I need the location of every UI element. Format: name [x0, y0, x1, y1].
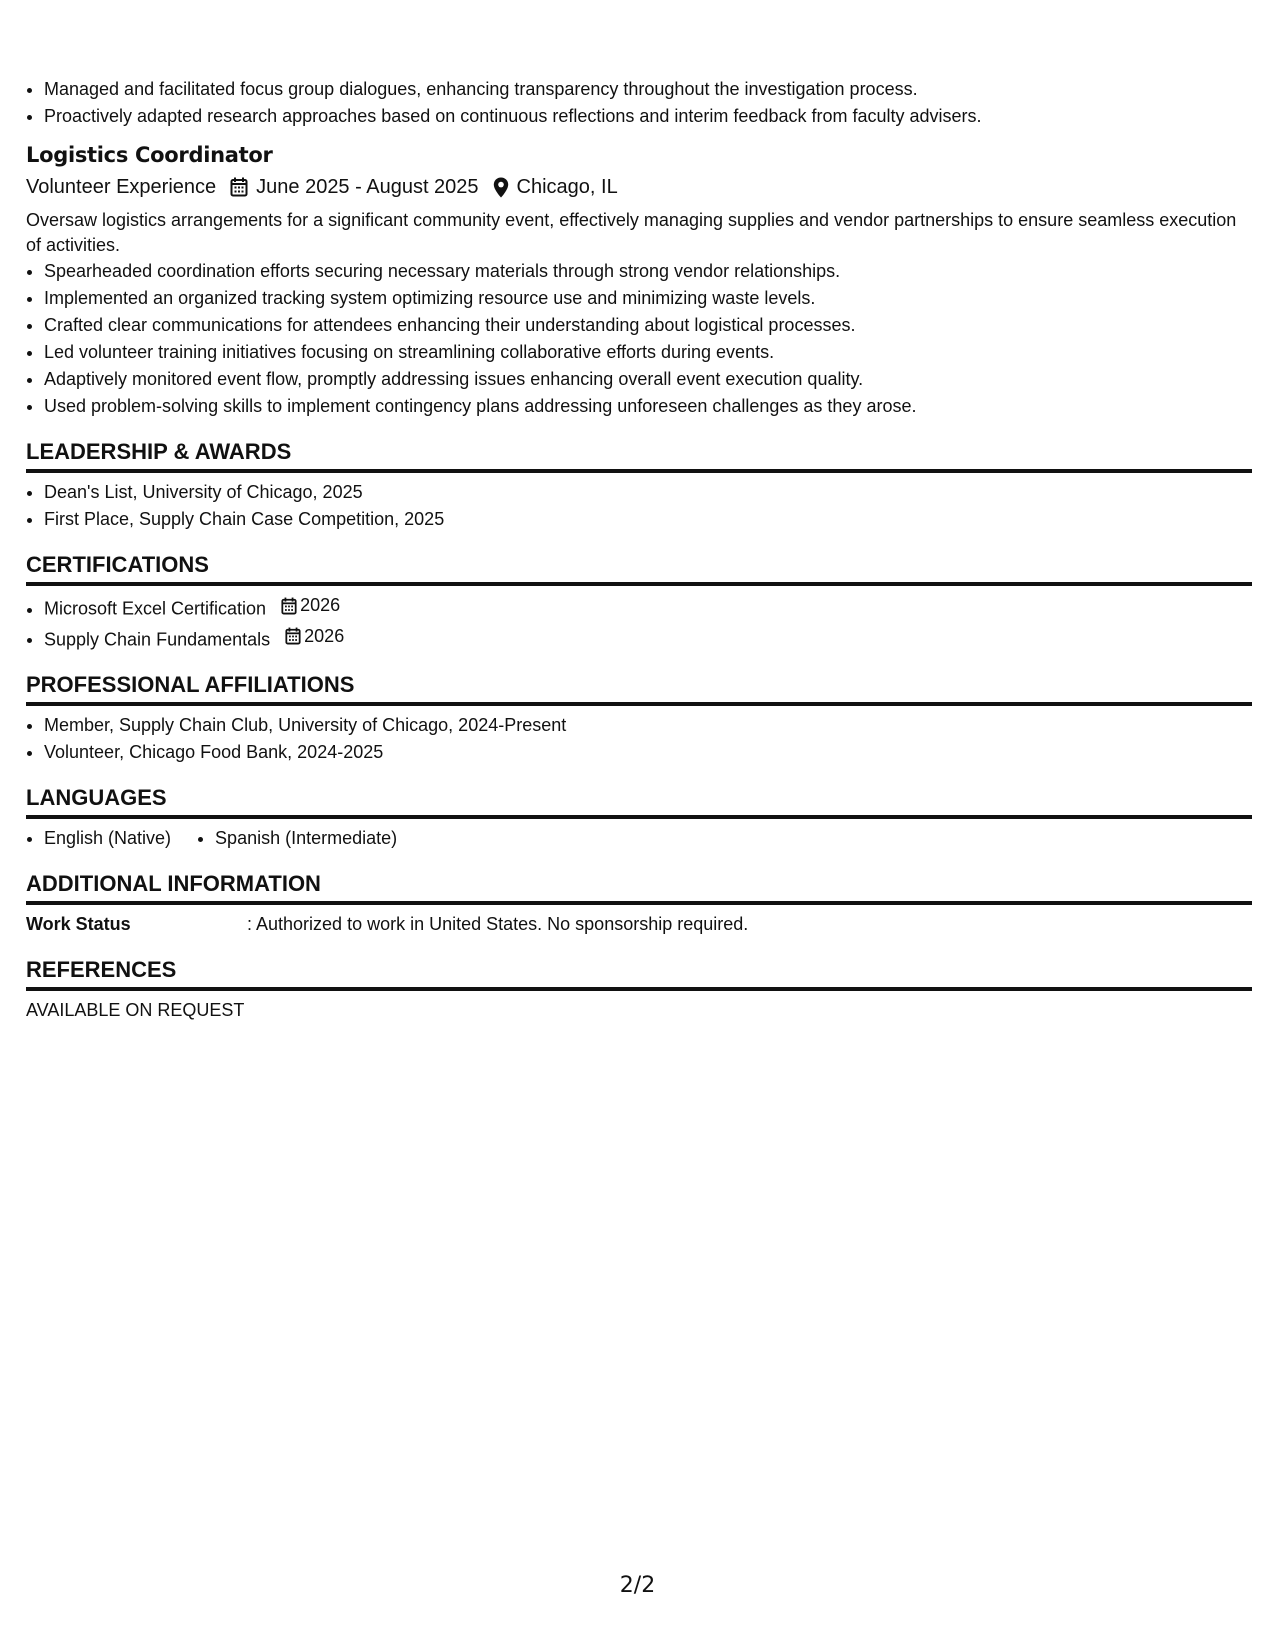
list-item: • Used problem-solving skills to implement contingency plans addressing unforeseen challenges as they arose. — [44, 393, 1252, 420]
job-bullets — [26, 258, 1252, 420]
certification-year: 2026 — [300, 595, 341, 615]
work-status-row — [26, 911, 1252, 938]
list-item: • Led volunteer training initiatives focusing on streamlining collaborative efforts during events. — [44, 339, 1252, 366]
references-text: AVAILABLE ON REQUEST — [26, 1000, 245, 1020]
list-item: • Proactively adapted research approaches based on continuous reflections and interim feedback from faculty advisers. — [44, 103, 1252, 130]
section-heading-certifications: CERTIFICATIONS — [26, 551, 1252, 586]
certification-name: Microsoft Excel Certification — [44, 598, 267, 619]
work-status-label: Work Status — [26, 914, 131, 934]
list-item — [44, 623, 1252, 654]
languages-list — [26, 825, 1252, 852]
section-heading-references: REFERENCES — [26, 956, 1252, 991]
job-summary: Oversaw logistics arrangements for a significant community event, effectively managing supplies and vendor partnerships to ensure seamless execution of activities. — [26, 210, 1237, 255]
certification-name: Supply Chain Fundamentals — [44, 629, 271, 649]
map-pin-icon — [493, 177, 509, 198]
list-item: • Crafted clear communications for attendees enhancing their understanding about logistical processes. — [44, 312, 1252, 339]
calendar-icon — [285, 627, 301, 645]
section-heading-leadership: LEADERSHIP & AWARDS — [26, 438, 1252, 473]
job-meta — [26, 172, 1252, 202]
list-item: • Member, Supply Chain Club, University of Chicago, 2024-Present — [44, 712, 1252, 739]
leadership-list — [26, 479, 1252, 533]
job-location: Chicago, IL — [516, 176, 618, 198]
list-item: • Spearheaded coordination efforts securing necessary materials through strong vendor relationships. — [44, 258, 1252, 285]
calendar-icon — [230, 177, 248, 197]
job-title: Logistics Coordinator — [26, 143, 273, 167]
list-item: • Volunteer, Chicago Food Bank, 2024-2025 — [44, 739, 1252, 766]
certification-year: 2026 — [304, 625, 345, 646]
section-heading-affiliations: PROFESSIONAL AFFILIATIONS — [26, 671, 1252, 706]
list-item: • Adaptively monitored event flow, promptly addressing issues enhancing overall event execution quality. — [44, 366, 1252, 393]
list-item — [44, 592, 1252, 623]
affiliations-list — [26, 712, 1252, 766]
job-type: Volunteer Experience — [26, 176, 217, 198]
section-heading-additional-information: ADDITIONAL INFORMATION — [26, 870, 1252, 905]
list-item: • Managed and facilitated focus group dialogues, enhancing transparency throughout the investigation process. — [44, 76, 1252, 103]
calendar-icon — [281, 597, 297, 615]
list-item: • Dean's List, University of Chicago, 2025 — [44, 479, 1252, 506]
list-item: • First Place, Supply Chain Case Competition, 2025 — [44, 506, 1252, 533]
job-dates: June 2025 - August 2025 — [256, 176, 479, 198]
previous-role-bullets — [26, 76, 1252, 130]
resume-page-2 — [26, 76, 1252, 1024]
certifications-list — [26, 592, 1252, 653]
work-status-value: : Authorized to work in United States. No sponsorship required. — [247, 914, 749, 934]
list-item: • Spanish (Intermediate) — [215, 825, 397, 852]
page-number: 2/2 — [619, 1573, 656, 1598]
section-heading-languages: LANGUAGES — [26, 784, 1252, 819]
list-item: • Implemented an organized tracking system optimizing resource use and minimizing waste levels. — [44, 285, 1252, 312]
list-item: • English (Native) — [44, 825, 171, 852]
